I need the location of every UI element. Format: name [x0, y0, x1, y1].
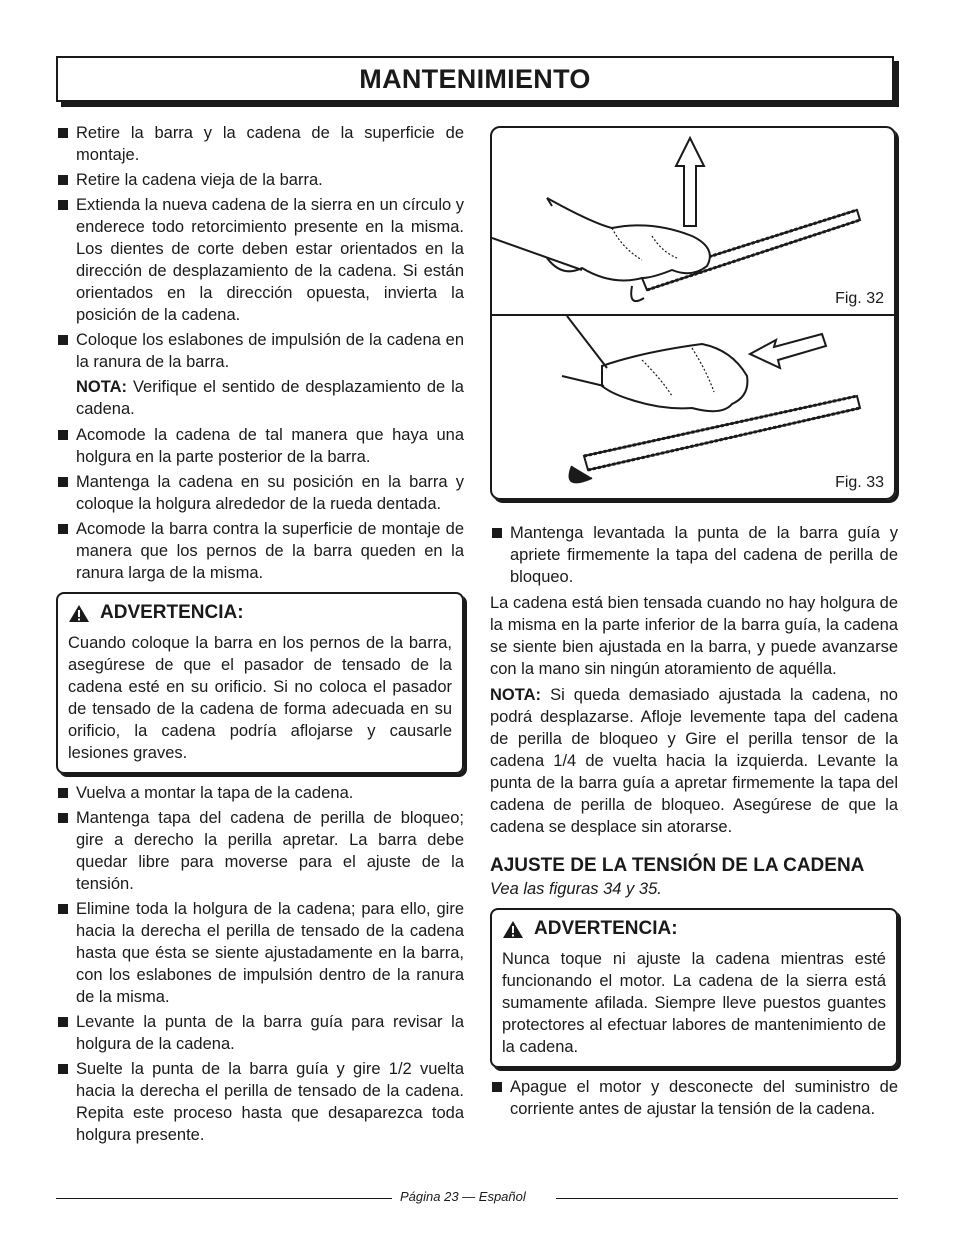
list-item: Extienda la nueva cadena de la sierra en un círculo y enderece todo retorcimiento presente en la misma. Los dientes de corte deben estar orientados en la dirección de desplazamiento de la cadena. Si están orientados en la dirección opuesta, invierta la posición de la cadena. — [56, 194, 464, 326]
page-footer — [56, 1188, 898, 1208]
bullet-list-b — [56, 424, 464, 584]
fig33-illustration — [492, 316, 894, 500]
note-text: Si queda demasiado ajustada la cadena, no podrá desplazarse. Afloje levemente tapa del cadena de perilla de bloqueo y Gire el perilla tensor de la cadena 1/4 de vuelta hacia la izquierda. Levante la punta de la barra guía a apretar firmemente la tapa del cadena de perilla de bloqueo. Asegúrese de que la cadena se desplace sin atorarse. — [490, 686, 898, 836]
list-item: Mantenga tapa del cadena de perilla de bloqueo; gire a derecho la perilla apretar. La barra debe quedar libre para moverse para el ajuste de la tensión. — [56, 807, 464, 895]
fig32-label: Fig. 32 — [835, 290, 884, 307]
section-heading: AJUSTE DE LA TENSIÓN DE LA CADENA — [490, 855, 865, 876]
warning-title: ADVERTENCIA: — [534, 918, 678, 939]
footer-rule-right — [556, 1198, 898, 1199]
tension-paragraph: La cadena está bien tensada cuando no hay holgura de la misma en la parte inferior de la barra guía, la cadena se siente bien ajustada en la barra, y puede avanzarse con la mano sin ningún atoramiento de aquélla. — [490, 594, 898, 678]
note — [56, 376, 464, 420]
list-item: Mantenga levantada la punta de la barra guía y apriete firmemente la tapa del cadena de perilla de bloqueo. — [490, 522, 898, 588]
fig32-illustration — [492, 128, 894, 314]
footer-text: Página 23 — Español — [394, 1189, 532, 1204]
page-title-box — [56, 56, 894, 102]
warning-triangle-icon — [502, 920, 524, 939]
warning-header — [68, 602, 452, 624]
list-item: Mantenga la cadena en su posición en la barra y coloque la holgura alrededor de la rueda dentada. — [56, 471, 464, 515]
list-item: Acomode la barra contra la superficie de montaje de manera que los pernos de la barra queden en la ranura larga de la misma. — [56, 518, 464, 584]
warning-title: ADVERTENCIA: — [100, 602, 244, 623]
list-item: Suelte la punta de la barra guía y gire 1/2 vuelta hacia la derecha el perilla de tensado de la cadena. Repita este proceso hasta que desaparezca toda holgura presente. — [56, 1058, 464, 1146]
note-text: Verifique el sentido de desplazamiento de la cadena. — [76, 378, 464, 418]
fig33-label: Fig. 33 — [835, 474, 884, 491]
list-item: Retire la cadena vieja de la barra. — [56, 169, 464, 191]
list-item: Levante la punta de la barra guía para revisar la holgura de la cadena. — [56, 1011, 464, 1055]
note — [490, 684, 898, 838]
note-label: NOTA: — [490, 686, 542, 704]
list-item: Coloque los eslabones de impulsión de la cadena en la ranura de la barra. — [56, 329, 464, 373]
warning-text: Nunca toque ni ajuste la cadena mientras esté funcionando el motor. La cadena de la sierra está sumamente afilada. Siempre lleve puestos guantes protectores al efectuar labores de mantenimiento de la cadena. — [502, 950, 886, 1056]
bullet-list-d — [490, 522, 898, 588]
bullet-list-a — [56, 122, 464, 373]
footer-rule-left — [56, 1198, 392, 1199]
list-item: Acomode la cadena de tal manera que haya una holgura en la parte posterior de la barra. — [56, 424, 464, 468]
right-column — [490, 126, 898, 1123]
section-subheading: Vea las figuras 34 y 35. — [490, 880, 662, 898]
left-column — [56, 122, 464, 1149]
warning-triangle-icon — [68, 604, 90, 623]
warning-text: Cuando coloque la barra en los pernos de la barra, asegúrese de que el pasador de tensado de la cadena esté en su orificio. Si no coloca el pasador de tensado de la cadena de forma adecuada en su orificio, la cadena podría aflojarse y causarle lesiones graves. — [68, 634, 452, 762]
note-label: NOTA: — [76, 378, 128, 396]
bullet-list-c — [56, 782, 464, 1146]
warning-box — [56, 592, 464, 774]
list-item: Retire la barra y la cadena de la superficie de montaje. — [56, 122, 464, 166]
figure-panel — [490, 126, 896, 500]
page-title: MANTENIMIENTO — [359, 63, 591, 94]
list-item: Elimine toda la holgura de la cadena; para ello, gire hacia la derecha el perilla de tensado de la cadena hasta que ésta se siente ajustadamente en la barra, con los eslabones de impulsión dentro de la ranura de la misma. — [56, 898, 464, 1008]
warning-box — [490, 908, 898, 1068]
list-item: Apague el motor y desconecte del suministro de corriente antes de ajustar la tensión de la cadena. — [490, 1076, 898, 1120]
list-item: Vuelva a montar la tapa de la cadena. — [56, 782, 464, 804]
bullet-list-e — [490, 1076, 898, 1120]
warning-header — [502, 918, 886, 940]
